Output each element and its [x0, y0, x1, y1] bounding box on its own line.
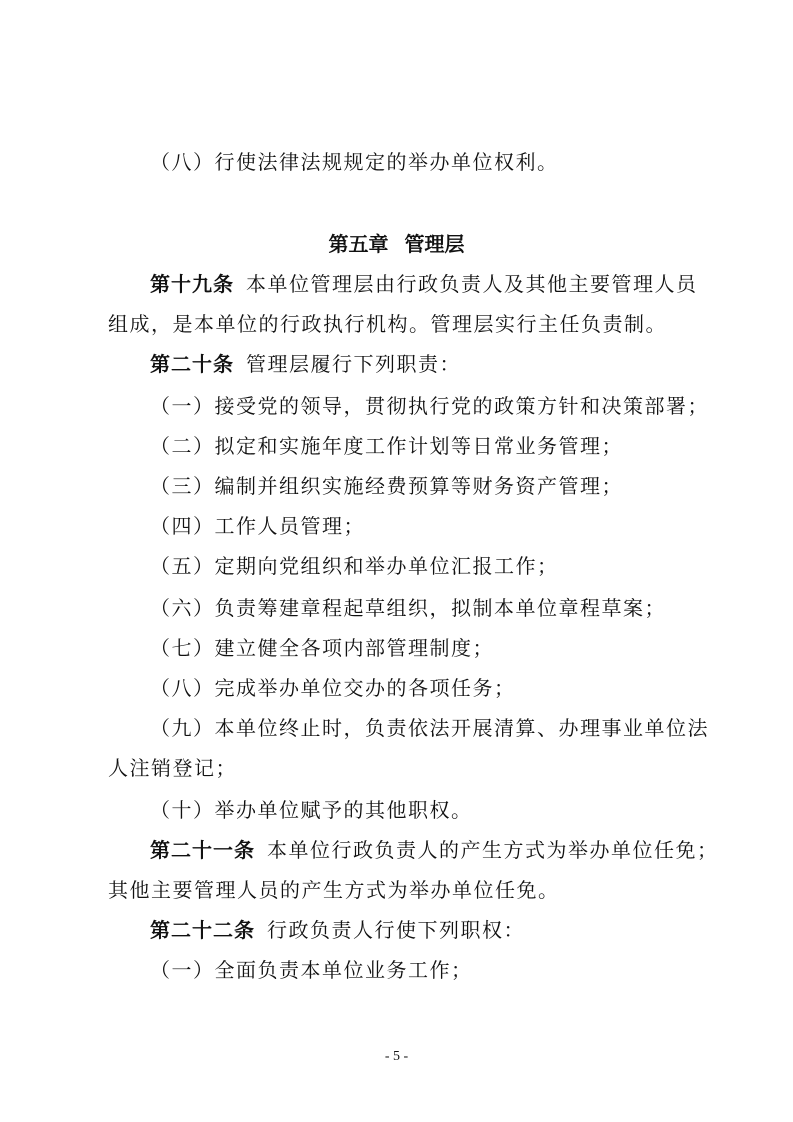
article-22-label: 第二十二条 — [150, 918, 255, 942]
article-22-item: （一）全面负责本单位业务工作； — [150, 958, 473, 982]
article-19-text-1: 本单位管理层由行政负责人及其他主要管理人员 — [246, 272, 698, 296]
duty-item: （八）完成举办单位交办的各项任务； — [150, 676, 516, 700]
duty-item: （十）举办单位赋予的其他职权。 — [150, 798, 473, 822]
duty-item: （六）负责筹建章程起草组织，拟制本单位章程草案； — [150, 596, 666, 620]
article-21-line-1 — [150, 838, 719, 862]
duty-item: （一）接受党的领导，贯彻执行党的政策方针和决策部署； — [150, 394, 709, 418]
duty-item: （三）编制并组织实施经费预算等财务资产管理； — [150, 474, 623, 498]
article-20-label: 第二十条 — [150, 352, 234, 376]
article-21-text-1: 本单位行政负责人的产生方式为举办单位任免； — [267, 838, 719, 862]
duty-item: （二）拟定和实施年度工作计划等日常业务管理； — [150, 434, 623, 458]
article-22-text: 行政负责人行使下列职权： — [267, 918, 525, 942]
article-20-line — [150, 352, 461, 376]
chapter-number: 第五章 — [328, 232, 389, 256]
duty-item-continuation: 人注销登记； — [108, 756, 237, 780]
article-19-line-1 — [150, 272, 698, 296]
chapter-name: 管理层 — [404, 232, 465, 256]
chapter-heading — [0, 232, 793, 256]
article-21-line-2: 其他主要管理人员的产生方式为举办单位任免。 — [108, 878, 560, 902]
article-19-label: 第十九条 — [150, 272, 234, 296]
article-19-line-2: 组成，是本单位的行政执行机构。管理层实行主任负责制。 — [108, 312, 667, 336]
duty-item: （九）本单位终止时，负责依法开展清算、办理事业单位法 — [150, 716, 709, 740]
duty-item: （七）建立健全各项内部管理制度； — [150, 636, 494, 660]
article-22-line — [150, 918, 525, 942]
duty-item: （四）工作人员管理； — [150, 514, 365, 538]
duty-item: （五）定期向党组织和举办单位汇报工作； — [150, 554, 559, 578]
article-21-label: 第二十一条 — [150, 838, 255, 862]
article-20-text: 管理层履行下列职责： — [246, 352, 461, 376]
page-number: - 5 - — [384, 1049, 409, 1064]
clause-8-text: （八）行使法律法规规定的举办单位权利。 — [150, 150, 559, 174]
